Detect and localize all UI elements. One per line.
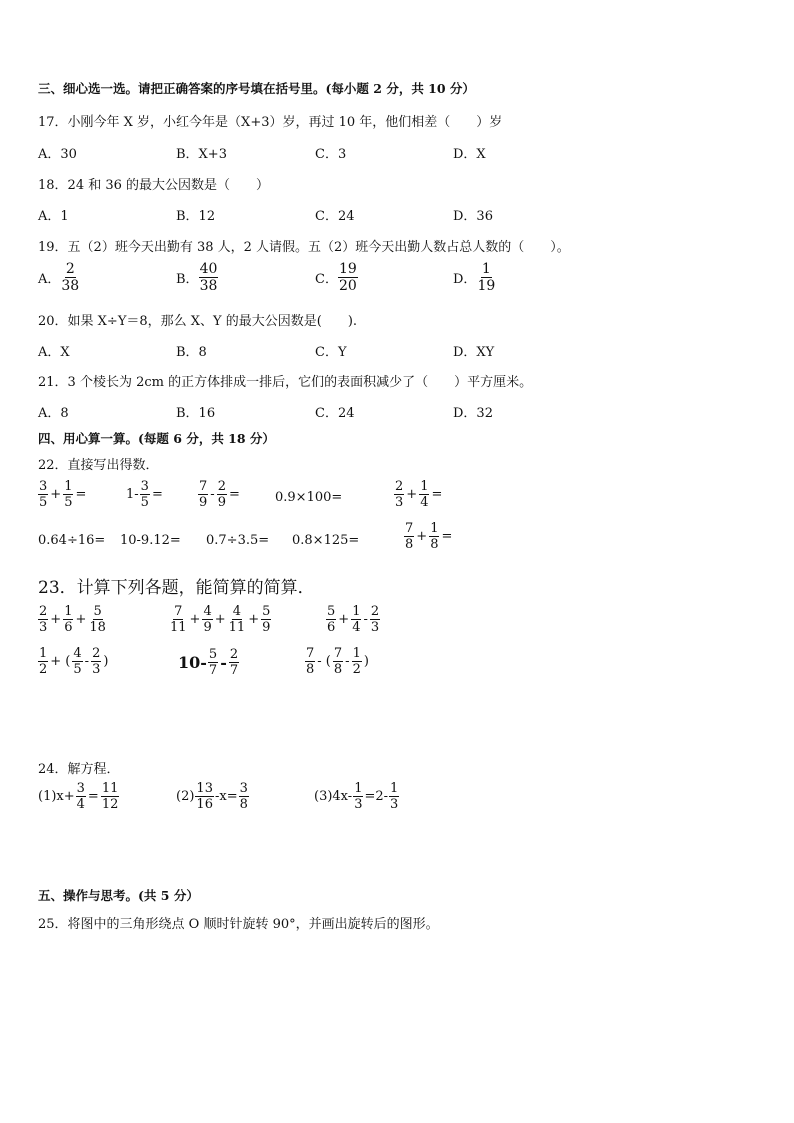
numerator: 2 bbox=[395, 479, 404, 494]
denominator: 9 bbox=[199, 495, 208, 510]
q24-equation-3 bbox=[314, 782, 399, 811]
denominator: 4 bbox=[352, 620, 361, 635]
operator: + bbox=[214, 612, 226, 627]
fraction bbox=[352, 647, 362, 676]
numerator: 19 bbox=[338, 261, 357, 277]
q24-equation-2 bbox=[176, 782, 249, 811]
fraction bbox=[404, 522, 414, 551]
q21-option-a: A．8 bbox=[38, 406, 69, 421]
q19-option-b bbox=[176, 262, 218, 293]
q17-option-c: C．3 bbox=[315, 147, 347, 162]
denominator: 3 bbox=[395, 495, 404, 510]
fraction bbox=[88, 605, 107, 634]
numerator: 40 bbox=[199, 261, 218, 277]
q22-r1-expr-2 bbox=[126, 480, 164, 509]
numerator: 2 bbox=[65, 261, 75, 277]
operator: + bbox=[75, 612, 87, 627]
operator: - bbox=[84, 654, 90, 669]
operator: + bbox=[406, 487, 418, 502]
numerator: 1 bbox=[354, 781, 363, 796]
numerator: 5 bbox=[327, 604, 336, 619]
fraction bbox=[38, 647, 48, 676]
question-23: 23．计算下列各题，能简算的简算． bbox=[38, 578, 315, 598]
q21-option-b: B．16 bbox=[176, 406, 216, 421]
q19-option-c bbox=[315, 262, 358, 293]
denominator: 3 bbox=[92, 662, 101, 677]
denominator: 2 bbox=[352, 662, 361, 677]
operator: + bbox=[338, 612, 350, 627]
operator: - bbox=[363, 612, 368, 627]
denominator: 9 bbox=[262, 620, 271, 635]
numerator: 7 bbox=[306, 646, 315, 661]
prefix: (2) bbox=[176, 789, 195, 804]
numerator: 5 bbox=[93, 604, 102, 619]
numerator: 7 bbox=[199, 479, 208, 494]
denominator: 38 bbox=[61, 278, 80, 294]
numerator: 3 bbox=[239, 781, 248, 796]
denominator: 8 bbox=[333, 662, 343, 677]
fraction bbox=[389, 782, 399, 811]
denominator: 4 bbox=[420, 495, 429, 510]
denominator: 20 bbox=[338, 278, 357, 294]
q22-r1-expr-1 bbox=[38, 480, 87, 509]
fraction bbox=[305, 647, 315, 676]
numerator: 4 bbox=[232, 604, 242, 619]
q20-option-b: B．8 bbox=[176, 345, 207, 360]
operator: + bbox=[189, 612, 201, 627]
denominator: 38 bbox=[199, 278, 218, 294]
fraction bbox=[63, 480, 73, 509]
q22-r1-expr-5 bbox=[394, 480, 443, 509]
prefix: 1- bbox=[126, 487, 139, 502]
q18-option-d: D．36 bbox=[453, 209, 493, 224]
q22-r2-expr-5 bbox=[404, 522, 453, 551]
q19-option-b-fraction bbox=[199, 262, 219, 293]
fraction bbox=[63, 605, 73, 634]
numerator: 1 bbox=[352, 646, 361, 661]
fraction bbox=[217, 480, 227, 509]
section-5-heading: 五、操作与思考。(共 5 分） bbox=[38, 888, 199, 903]
denominator: 18 bbox=[89, 620, 106, 635]
q18-option-b: B．12 bbox=[176, 209, 216, 224]
fraction bbox=[72, 647, 82, 676]
numerator: 5 bbox=[262, 604, 271, 619]
numerator: 3 bbox=[140, 479, 149, 494]
operator: - bbox=[220, 653, 227, 672]
numerator: 1 bbox=[430, 521, 439, 536]
q19-option-d bbox=[453, 262, 496, 293]
question-21: 21．3 个棱长为 2cm 的正方体排成一排后，它们的表面积减少了（ ）平方厘米。 bbox=[38, 375, 533, 390]
question-24: 24．解方程． bbox=[38, 762, 120, 777]
denominator: 5 bbox=[140, 495, 149, 510]
fraction bbox=[140, 480, 150, 509]
question-20: 20．如果 X÷Y＝8，那么 X、Y 的最大公因数是( ). bbox=[38, 314, 358, 329]
q22-r2-expr-3: 0.7÷3.5= bbox=[206, 533, 270, 548]
fraction bbox=[76, 782, 86, 811]
q19-option-b-label: B． bbox=[176, 272, 199, 287]
fraction bbox=[229, 648, 239, 677]
numerator: 2 bbox=[217, 479, 226, 494]
denominator: 5 bbox=[64, 495, 73, 510]
q23-r2-expr-3 bbox=[305, 647, 370, 676]
numerator: 7 bbox=[174, 604, 183, 619]
q17-option-a: A．30 bbox=[38, 147, 77, 162]
numerator: 7 bbox=[405, 521, 414, 536]
q18-option-c: C．24 bbox=[315, 209, 355, 224]
q23-r2-expr-2 bbox=[178, 648, 239, 677]
denominator: 12 bbox=[101, 797, 119, 812]
denominator: 7 bbox=[208, 663, 218, 678]
numerator: 2 bbox=[39, 604, 48, 619]
numerator: 2 bbox=[92, 646, 101, 661]
numerator: 11 bbox=[101, 781, 119, 796]
numerator: 1 bbox=[481, 261, 491, 277]
denominator: 6 bbox=[327, 620, 336, 635]
q20-option-d: D．XY bbox=[453, 345, 495, 360]
denominator: 5 bbox=[39, 495, 48, 510]
denominator: 9 bbox=[217, 495, 226, 510]
fraction bbox=[261, 605, 271, 634]
question-18: 18．24 和 36 的最大公因数是（ ） bbox=[38, 178, 270, 193]
denominator: 8 bbox=[239, 797, 248, 812]
numerator: 1 bbox=[420, 479, 429, 494]
fraction bbox=[394, 480, 404, 509]
fraction bbox=[208, 648, 218, 677]
q22-r2-expr-1: 0.64÷16= bbox=[38, 533, 106, 548]
operator: + bbox=[416, 529, 428, 544]
fraction bbox=[333, 647, 343, 676]
section-4-heading: 四、用心算一算。(每题 6 分，共 18 分） bbox=[38, 431, 275, 446]
numerator: 2 bbox=[370, 604, 380, 619]
numerator: 2 bbox=[229, 647, 239, 662]
fraction bbox=[38, 480, 48, 509]
prefix: (3)4x- bbox=[314, 789, 353, 804]
q19-option-d-label: D． bbox=[453, 272, 477, 287]
q19-option-d-fraction bbox=[476, 262, 496, 293]
q23-r1-expr-3 bbox=[326, 605, 380, 634]
denominator: 6 bbox=[64, 620, 73, 635]
operator: - bbox=[210, 487, 215, 502]
q23-r2-expr-1 bbox=[38, 647, 109, 676]
denominator: 16 bbox=[196, 797, 213, 812]
denominator: 3 bbox=[354, 797, 363, 812]
equals: = bbox=[441, 529, 453, 544]
fraction bbox=[351, 605, 361, 634]
numerator: 5 bbox=[208, 647, 218, 662]
prefix: 10- bbox=[178, 653, 207, 672]
equals: = bbox=[151, 487, 163, 502]
operator: + ( bbox=[50, 654, 71, 669]
denominator: 3 bbox=[390, 797, 399, 812]
question-17: 17．小刚今年 X 岁，小红今年是（X+3）岁，再过 10 年，他们相差（ ）岁 bbox=[38, 115, 503, 130]
numerator: 1 bbox=[39, 646, 48, 661]
q24-equation-1 bbox=[38, 782, 119, 811]
fraction bbox=[228, 605, 247, 634]
fraction bbox=[101, 782, 120, 811]
denominator: 11 bbox=[170, 620, 187, 635]
q17-option-d: D．X bbox=[453, 147, 486, 162]
numerator: 3 bbox=[39, 479, 48, 494]
denominator: 5 bbox=[73, 662, 82, 677]
close-paren: ) bbox=[103, 654, 109, 669]
q22-r1-expr-4: 0.9×100= bbox=[275, 490, 343, 505]
equals: = bbox=[75, 487, 87, 502]
numerator: 7 bbox=[333, 646, 343, 661]
close-paren: ) bbox=[363, 654, 369, 669]
numerator: 1 bbox=[352, 604, 361, 619]
equals: = bbox=[228, 487, 240, 502]
middle: -x= bbox=[214, 789, 238, 804]
q18-option-a: A．1 bbox=[38, 209, 69, 224]
fraction bbox=[38, 605, 48, 634]
q19-option-c-fraction bbox=[338, 262, 358, 293]
denominator: 8 bbox=[405, 537, 414, 552]
denominator: 9 bbox=[203, 620, 212, 635]
denominator: 3 bbox=[39, 620, 48, 635]
q19-option-a-fraction bbox=[60, 262, 80, 293]
fraction bbox=[429, 522, 439, 551]
denominator: 11 bbox=[228, 620, 246, 635]
fraction bbox=[419, 480, 429, 509]
operator: - bbox=[345, 654, 350, 669]
q23-r1-expr-2 bbox=[169, 605, 271, 634]
denominator: 3 bbox=[370, 620, 380, 635]
q19-option-a bbox=[38, 262, 80, 293]
q17-option-b: B．X+3 bbox=[176, 147, 227, 162]
prefix: (1)x+ bbox=[38, 789, 75, 804]
question-19: 19．五（2）班今天出勤有 38 人，2 人请假。五（2）班今天出勤人数占总人数的（ ）。 bbox=[38, 240, 570, 255]
numerator: 13 bbox=[196, 781, 213, 796]
q22-r2-expr-2: 10-9.12= bbox=[120, 533, 181, 548]
fraction bbox=[370, 605, 380, 634]
equals: = bbox=[87, 789, 99, 804]
question-22: 22．直接写出得数． bbox=[38, 458, 159, 473]
fraction bbox=[202, 605, 212, 634]
q21-option-c: C．24 bbox=[315, 406, 355, 421]
q19-option-c-label: C． bbox=[315, 272, 338, 287]
q20-option-a: A．X bbox=[38, 345, 70, 360]
denominator: 2 bbox=[39, 662, 48, 677]
fraction bbox=[326, 605, 336, 634]
q21-option-d: D．32 bbox=[453, 406, 493, 421]
fraction bbox=[353, 782, 363, 811]
equals: = bbox=[431, 487, 443, 502]
operator: + bbox=[248, 612, 260, 627]
denominator: 19 bbox=[477, 278, 496, 294]
numerator: 3 bbox=[76, 781, 85, 796]
fraction bbox=[198, 480, 208, 509]
denominator: 8 bbox=[306, 662, 315, 677]
section-3-heading: 三、细心选一选。请把正确答案的序号填在括号里。(每小题 2 分，共 10 分） bbox=[38, 81, 475, 96]
operator: + bbox=[50, 612, 62, 627]
fraction bbox=[91, 647, 101, 676]
denominator: 4 bbox=[76, 797, 85, 812]
q20-option-c: C．Y bbox=[315, 345, 347, 360]
numerator: 1 bbox=[64, 479, 73, 494]
operator: + bbox=[50, 487, 62, 502]
q19-option-a-label: A． bbox=[38, 272, 61, 287]
numerator: 4 bbox=[203, 604, 212, 619]
q23-r1-expr-1 bbox=[38, 605, 107, 634]
denominator: 7 bbox=[229, 663, 239, 678]
fraction bbox=[195, 782, 214, 811]
q22-r1-expr-3 bbox=[198, 480, 241, 509]
middle: =2- bbox=[364, 789, 389, 804]
operator: - ( bbox=[317, 654, 331, 669]
fraction bbox=[169, 605, 188, 634]
denominator: 8 bbox=[430, 537, 439, 552]
fraction bbox=[239, 782, 249, 811]
question-25: 25．将图中的三角形绕点 O 顺时针旋转 90°，并画出旋转后的图形。 bbox=[38, 917, 439, 932]
q22-r2-expr-4: 0.8×125= bbox=[292, 533, 360, 548]
numerator: 1 bbox=[390, 781, 399, 796]
numerator: 1 bbox=[64, 604, 73, 619]
numerator: 4 bbox=[73, 646, 82, 661]
